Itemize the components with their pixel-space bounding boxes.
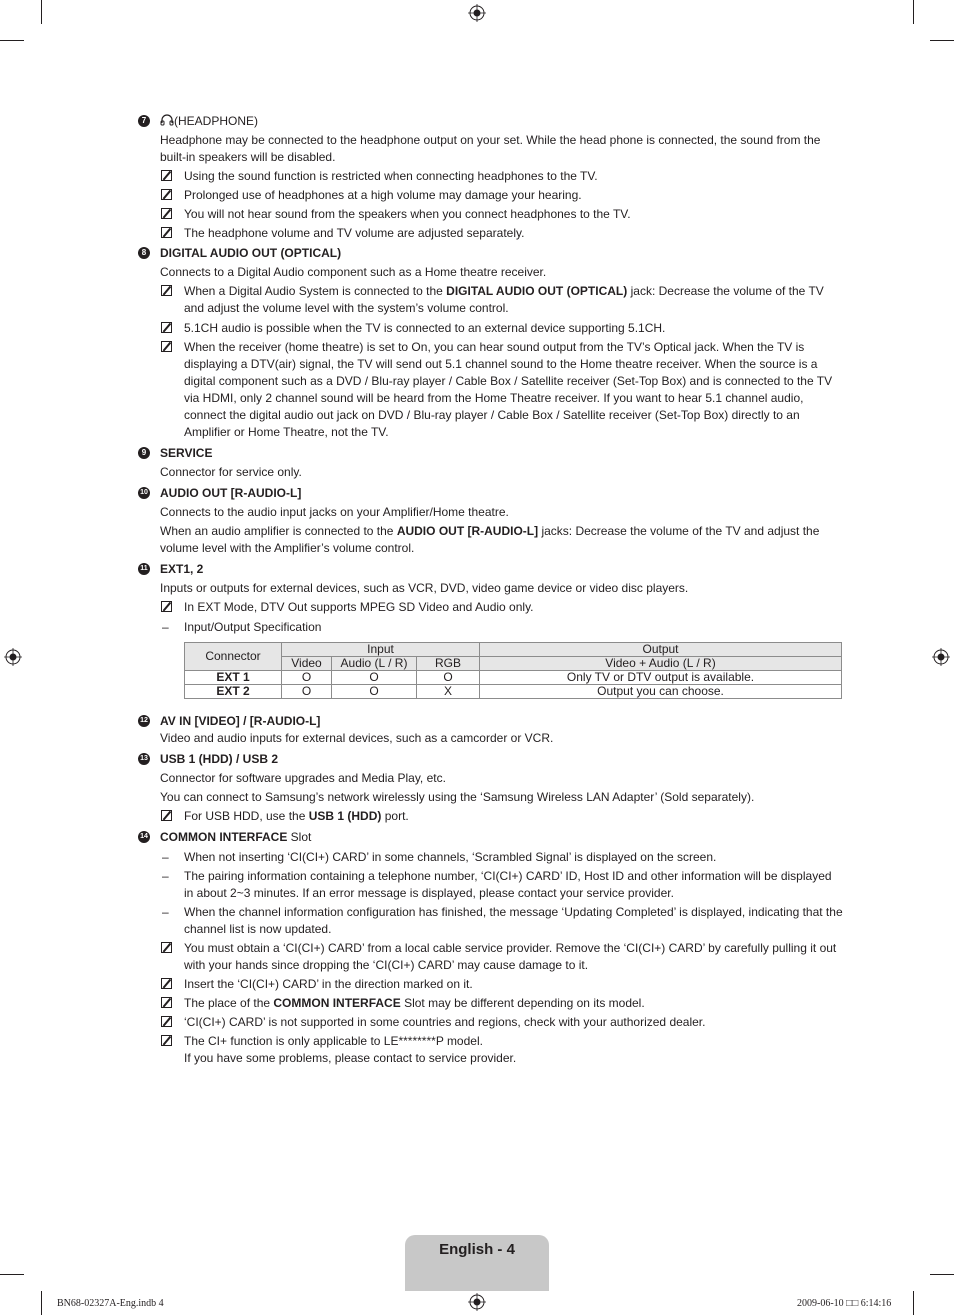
crop-mark [41,0,42,24]
section-number-badge: 12 [138,715,150,727]
note-text: The place of the [184,996,274,1010]
note-item [138,976,844,993]
note-text: When a Digital Audio System is connected to the [184,284,447,298]
table-header-rgb: RGB [417,657,480,671]
table-cell: EXT 1 [185,671,282,685]
note-item [138,225,844,242]
crop-mark [913,1291,914,1315]
table-header-connector: Connector [185,643,282,671]
section-title: USB 1 (HDD) / USB 2 [160,752,279,766]
table-cell: Output you can choose. [480,685,842,699]
manual-content [138,110,844,1067]
table-row [185,685,842,699]
section-number-badge: 13 [138,753,150,765]
note-text: When the receiver (home theatre) is set to On, you can hear sound output from the TV’s Optical jack. When the TV is displaying a DTV(air) signal, the TV will send out 5.1 channel sound to the Home theatre receiver. When the source is a digital component such as a DVD / Blu-ray player / Cable Box / Satellite receiver (Set-Top Box) and is connected to the TV via HDMI, only 2 channel sound will be heard from the Home Theatre receiver. If you want to hear 5.1 channel audio, connect the digital audio out jack on DVD / Blu-ray player / Cable Box / Satellite receiver (Set-Top Box) directly to an Amplifier or Home Theatre, not the TV. [184,340,833,439]
note-icon [161,170,172,181]
table-row [185,671,842,685]
note-text: The CI+ function is only applicable to LE********P model. [184,1034,483,1048]
section-description: Connector for service only. [160,465,302,479]
note-icon [161,1016,172,1027]
section-description: You can connect to Samsung’s network wirelessly using the ‘Samsung Wireless LAN Adapter’ (Sold separately). [160,790,755,804]
section-title: DIGITAL AUDIO OUT (OPTICAL) [160,246,342,260]
note-text: Prolonged use of headphones at a high volume may damage your hearing. [184,188,582,202]
crop-mark [41,1291,42,1315]
note-text: The headphone volume and TV volume are adjusted separately. [184,226,525,240]
section-description: Headphone may be connected to the headphone output on your set. While the head phone is connected, the sound from the built-in speakers will be disabled. [160,133,821,164]
note-icon [161,322,172,333]
section-description [138,523,844,557]
crop-mark [0,1274,24,1275]
note-text: ‘CI(CI+) CARD’ is not supported in some countries and regions, check with your authorized dealer. [184,1015,706,1029]
crop-mark [913,0,914,24]
registration-mark-icon [468,4,486,22]
section-common-interface-heading [138,829,844,846]
table-cell: O [282,685,332,699]
note-icon [161,208,172,219]
file-slug-left: BN68-02327A-Eng.indb 4 [57,1298,164,1309]
table-header-output: Output [480,643,842,657]
section-description: Connects to a Digital Audio component such as a Home theatre receiver. [160,265,547,279]
registration-mark-icon [4,648,22,666]
dash-item [138,904,844,938]
note-text: Insert the ‘CI(CI+) CARD’ in the direction marked on it. [184,977,473,991]
table-cell: EXT 2 [185,685,282,699]
dash-item [138,619,844,636]
note-item [138,995,844,1012]
section-number-badge: 9 [138,447,150,459]
dash-text: Input/Output Specification [184,620,322,634]
section-title: EXT1, 2 [160,562,204,576]
table-header-audio: Audio (L / R) [332,657,417,671]
dash-text: When the channel information configuration has finished, the message ‘Updating Completed’ is displayed, indicating that the channel list is now updated. [184,905,843,936]
crop-mark [930,1274,954,1275]
section-ext-heading [138,561,844,578]
note-icon [161,285,172,296]
dash-item [138,868,844,902]
table-header-video: Video [282,657,332,671]
table-cell: O [332,685,417,699]
note-bold-text: DIGITAL AUDIO OUT (OPTICAL) [446,284,628,298]
note-item [138,599,844,616]
desc-text: When an audio amplifier is connected to the [160,524,397,538]
note-item [138,1033,844,1067]
table-cell: O [332,671,417,685]
crop-mark [0,40,24,41]
desc-text: jacks: Decrease the volume of the TV and adjust the volume level with the Amplifier’s volume control. [160,524,820,555]
dash-text: The pairing information containing a telephone number, ‘CI(CI+) CARD’ ID, Host ID and other information will be displayed in about 2~3 minutes. If an error message is displayed, please contact your service provider. [184,869,832,900]
crop-mark [930,40,954,41]
note-text: Using the sound function is restricted when connecting headphones to the TV. [184,169,598,183]
section-title: SERVICE [160,446,213,460]
note-text: You will not hear sound from the speakers when you connect headphones to the TV. [184,207,631,221]
section-number-badge: 7 [138,115,150,127]
note-text: Slot may be different depending on its model. [400,996,645,1010]
section-headphone-heading [138,113,844,130]
note-item [138,168,844,185]
note-icon [161,227,172,238]
note-item [138,339,844,441]
table-cell: O [417,671,480,685]
section-number-badge: 14 [138,831,150,843]
note-bold-text: COMMON INTERFACE [273,996,401,1010]
note-icon [161,601,172,612]
desc-bold-text: AUDIO OUT [R-AUDIO-L] [396,524,539,538]
section-number-badge: 8 [138,247,150,259]
dash-item [138,849,844,866]
note-text: port. [381,809,409,823]
note-item [138,187,844,204]
dash-mark: – [162,850,169,864]
note-item [138,283,844,317]
section-title: AUDIO OUT [R-AUDIO-L] [160,486,302,500]
note-text: You must obtain a ‘CI(CI+) CARD’ from a local cable service provider. Remove the ‘CI(CI+) CARD’ by carefully pulling it out with your hands since dropping the ‘CI(CI+) CARD’ may cause damage to it. [184,941,837,972]
section-title: (HEADPHONE) [174,114,259,128]
note-icon [161,942,172,953]
page-number-label: English - 4 [439,1241,515,1258]
note-bold-text: USB 1 (HDD) [308,809,382,823]
section-description: Connector for software upgrades and Media Play, etc. [160,771,446,785]
note-text: For USB HDD, use the [184,809,309,823]
note-icon [161,978,172,989]
note-icon [161,341,172,352]
section-title: AV IN [VIDEO] / [R-AUDIO-L] [160,714,321,728]
note-item [138,940,844,974]
dash-mark: – [162,620,169,634]
dash-mark: – [162,869,169,883]
section-usb-heading [138,751,844,768]
note-item [138,320,844,337]
section-av-in-heading [138,713,844,730]
section-number-badge: 10 [138,487,150,499]
registration-mark-icon [932,648,950,666]
note-icon [161,189,172,200]
note-icon [161,1035,172,1046]
file-slug-right: 2009-06-10 □□ 6:14:16 [797,1298,892,1309]
table-cell: Only TV or DTV output is available. [480,671,842,685]
table-header-input: Input [282,643,480,657]
note-item [138,808,844,825]
section-title: COMMON INTERFACE [160,830,288,844]
note-text: If you have some problems, please contact to service provider. [184,1051,517,1065]
headphone-icon [160,114,174,126]
note-icon [161,997,172,1008]
note-item [138,206,844,223]
registration-mark-icon [468,1293,486,1311]
dash-text: When not inserting ‘CI(CI+) CARD’ in some channels, ‘Scrambled Signal’ is displayed on the screen. [184,850,717,864]
section-audio-out-heading [138,485,844,502]
section-number-badge: 11 [138,563,150,575]
table-cell: O [282,671,332,685]
note-text: In EXT Mode, DTV Out supports MPEG SD Video and Audio only. [184,600,534,614]
section-digital-audio-out-heading [138,245,844,262]
note-text: jack: Decrease the volume of the TV and adjust the volume level with the system’s volume control. [184,284,824,315]
note-text: 5.1CH audio is possible when the TV is connected to an external device supporting 5.1CH. [184,321,666,335]
dash-mark: – [162,905,169,919]
section-title-rest: Slot [287,830,312,844]
note-item [138,1014,844,1031]
section-description: Connects to the audio input jacks on your Amplifier/Home theatre. [160,505,509,519]
section-service-heading [138,445,844,462]
table-header-output-sub: Video + Audio (L / R) [480,657,842,671]
section-description: Video and audio inputs for external devices, such as a camcorder or VCR. [160,731,554,745]
section-description: Inputs or outputs for external devices, such as VCR, DVD, video game device or video disc players. [160,581,689,595]
note-icon [161,810,172,821]
table-cell: X [417,685,480,699]
io-spec-table [184,642,842,699]
